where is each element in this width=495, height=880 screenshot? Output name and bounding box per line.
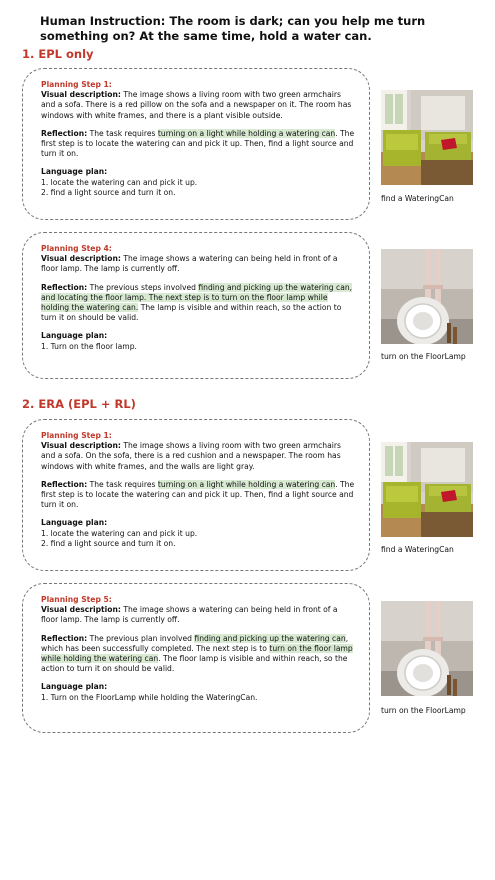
visual-label: Visual description:: [41, 254, 121, 264]
plan-item: 1. Turn on the floor lamp.: [41, 341, 137, 351]
reflection-post: . The floor lamp is visible and within reach, so the action to turn it on should be valid.: [41, 654, 348, 674]
planning-box-era-step1: [22, 419, 370, 571]
plan-label: Language plan:: [41, 331, 108, 341]
reflection-pre: The task requires: [89, 479, 156, 489]
reflection-label: Reflection:: [41, 633, 88, 643]
visual-label: Visual description:: [41, 90, 121, 100]
reflection-highlight: turning on a light while holding a watering can: [157, 479, 336, 489]
plan-label: Language plan:: [41, 167, 108, 177]
plan-item: 2. find a light source and turn it on.: [41, 187, 176, 197]
reflection-highlight-2: turn on the floor lamp while holding the watering can: [41, 643, 353, 664]
plan-item: 1. Turn on the FloorLamp while holding the WateringCan.: [41, 692, 258, 702]
reflection-label: Reflection:: [41, 282, 88, 292]
reflection-label: Reflection:: [41, 128, 88, 138]
plan-item: 1. locate the watering can and pick it up.: [41, 177, 198, 187]
scene-image-watering-can: [381, 601, 473, 696]
plan-label: Language plan:: [41, 518, 108, 528]
visual-label: Visual description:: [41, 441, 121, 451]
planning-box-era-step5: [22, 583, 370, 733]
scene-image-living-room: [381, 90, 473, 185]
visual-text: The image shows a watering can being held in front of a floor lamp. The lamp is currently off.: [41, 605, 338, 625]
step-title: Planning Step 5:: [41, 595, 112, 604]
reflection-mid: . The first step is to locate the watering can and pick it up. Then, find a light source and turn it on.: [41, 479, 355, 510]
reflection-highlight: finding and picking up the watering can: [194, 633, 346, 643]
reflection-pre: The previous steps involved: [89, 282, 196, 292]
reflection-mid: The lamp is visible and within reach, so the action to turn it on should be valid.: [41, 303, 342, 323]
scene-image-watering-can: [381, 249, 473, 344]
planning-box-epl-step4: [22, 232, 370, 379]
section-title-era: 2. ERA (EPL + RL): [22, 397, 136, 411]
reflection-highlight: turning on a light while holding a watering can: [157, 128, 336, 138]
section-title-epl: 1. EPL only: [22, 47, 94, 61]
visual-text: The image shows a watering can being held in front of a floor lamp. The lamp is currently off.: [41, 254, 338, 274]
reflection-pre: The previous plan involved: [89, 633, 192, 643]
human-instruction: Human Instruction: The room is dark; can you help me turn something on? At the same time, hold a water can.: [40, 14, 426, 43]
plan-item: 2. find a light source and turn it on.: [41, 538, 176, 548]
action-caption: turn on the FloorLamp: [381, 352, 466, 361]
reflection-label: Reflection:: [41, 479, 88, 489]
visual-text: The image shows a living room with two green armchairs and a sofa. There is a red pillow on the sofa and a newspaper on it. The room has windows with white frames, and there is a plant visible outside.: [41, 90, 352, 120]
step-title: Planning Step 4:: [41, 244, 112, 253]
action-caption: turn on the FloorLamp: [381, 706, 466, 715]
reflection-pre: The task requires: [89, 128, 156, 138]
plan-label: Language plan:: [41, 682, 108, 692]
scene-image-living-room: [381, 442, 473, 537]
action-caption: find a WateringCan: [381, 194, 454, 203]
visual-text: The image shows a living room with two green armchairs and a sofa. On the sofa, there is a red cushion and a newspaper. The room has windows with white frames, and the walls are light gray.: [41, 441, 341, 471]
plan-item: 1. locate the watering can and pick it up.: [41, 528, 198, 538]
reflection-highlight: finding and picking up the watering can, and locating the floor lamp. The next step is to turn on the floor lamp while holding the watering can.: [41, 282, 353, 313]
visual-label: Visual description:: [41, 605, 121, 615]
step-title: Planning Step 1:: [41, 431, 112, 440]
planning-box-epl-step1: [22, 68, 370, 220]
action-caption: find a WateringCan: [381, 545, 454, 554]
reflection-mid: , which has been successfully completed. The next step is to: [41, 633, 349, 653]
reflection-mid: . The first step is to locate the watering can and pick it up. Then, find a light source and turn it on.: [41, 128, 355, 159]
step-title: Planning Step 1:: [41, 80, 112, 89]
